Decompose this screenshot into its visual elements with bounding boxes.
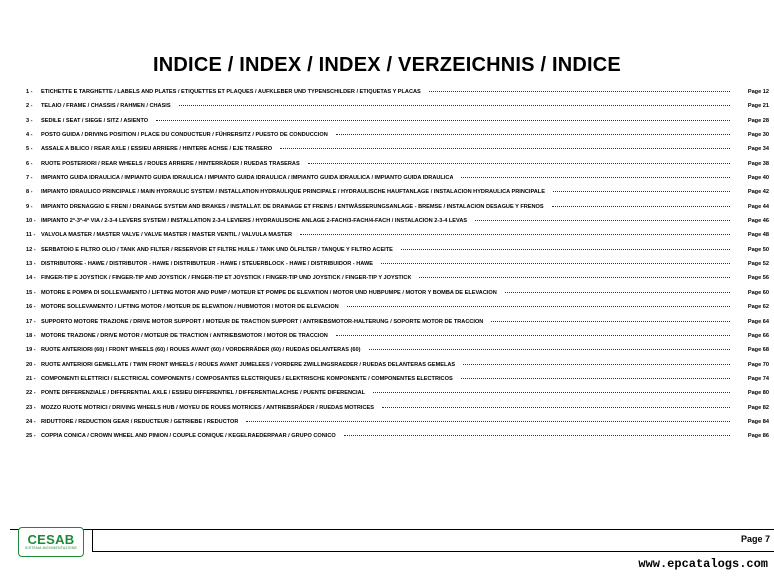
toc-entry-number: 5 -	[26, 146, 33, 153]
toc-entry-title: MOZZO RUOTE MOTRICI / DRIVING WHEELS HUB / MOYEU DE ROUES MOTRICES / ANTRIEBSRÄDER / RUEDAS MOTRICES	[41, 404, 374, 411]
toc-entry-number: 8 -	[26, 189, 33, 196]
toc-dot-leader	[382, 407, 730, 408]
toc-dot-leader	[553, 191, 730, 192]
toc-entry[interactable]	[26, 157, 769, 171]
toc-entry[interactable]	[26, 171, 769, 185]
toc-entry-number: 7 -	[26, 175, 33, 182]
toc-entry-title: TELAIO / FRAME / CHASSIS / RAHMEN / CHASIS	[41, 103, 171, 110]
toc-entry-number: 15 -	[26, 289, 36, 296]
toc-entry[interactable]	[26, 243, 769, 257]
toc-entry[interactable]	[26, 214, 769, 228]
toc-entry-page: Page 62	[747, 304, 769, 311]
toc-entry[interactable]	[26, 114, 769, 128]
toc-entry-title: FINGER-TIP E JOYSTICK / FINGER-TIP AND JOYSTICK / FINGER-TIP ET JOYSTICK / FINGER-TIP UND JOYSTICK / FINGER-TIP Y JOYSTICK	[41, 275, 412, 282]
toc-entry[interactable]	[26, 286, 769, 300]
toc-entry-title: MOTORE SOLLEVAMENTO / LIFTING MOTOR / MOTEUR DE ELEVATION / HUBMOTOR / MOTOR DE ELEVACION	[41, 304, 339, 311]
toc-entry[interactable]	[26, 99, 769, 113]
toc-dot-leader	[156, 120, 730, 121]
toc-entry-number: 17 -	[26, 318, 36, 325]
toc-dot-leader	[491, 321, 730, 322]
toc-dot-leader	[280, 148, 730, 149]
toc-entry[interactable]	[26, 200, 769, 214]
toc-dot-leader	[505, 292, 730, 293]
toc-dot-leader	[344, 435, 730, 436]
toc-dot-leader	[347, 306, 730, 307]
toc-entry[interactable]	[26, 85, 769, 99]
toc-entry[interactable]	[26, 128, 769, 142]
toc-entry-page: Page 34	[747, 146, 769, 153]
toc-entry-page: Page 12	[747, 89, 769, 95]
toc-entry-title: IMPIANTO DRENAGGIO E FRENI / DRAINAGE SYSTEM AND BRAKES / INSTALLAT. DE DRAINAGE ET FREINS / ENTWÄSSERUNGSANLAGE - BREMSE / INSTALACION DESAGUE Y FRENOS	[41, 203, 544, 210]
toc-entry-number: 6 -	[26, 160, 33, 167]
toc-entry[interactable]	[26, 415, 769, 429]
toc-entry-page: Page 42	[747, 189, 769, 196]
toc-entry-page: Page 50	[747, 246, 769, 253]
toc-entry-page: Page 84	[747, 418, 769, 425]
toc-dot-leader	[461, 177, 730, 178]
toc-dot-leader	[369, 349, 731, 350]
toc-entry-page: Page 70	[747, 361, 769, 368]
toc-entry-number: 3 -	[26, 117, 33, 124]
toc-entry-title: MOTORE TRAZIONE / DRIVE MOTOR / MOTEUR DE TRACTION / ANTRIEBSMOTOR / MOTOR DE TRACCION	[41, 332, 328, 339]
toc-entry-title: IMPIANTO IDRAULICO PRINCIPALE / MAIN HYDRAULIC SYSTEM / INSTALLATION HYDRAULIQUE PRINCIPALE / HYDRAULISCHE HAUFTANLAGE / INSTALACION HYDRAULICA PRINCIPALE	[41, 189, 545, 196]
toc-entry-number: 25 -	[26, 433, 36, 440]
toc-dot-leader	[429, 91, 730, 92]
table-of-contents	[26, 85, 769, 444]
toc-entry-title: RIDUTTORE / REDUCTION GEAR / REDUCTEUR / GETRIEBE / REDUCTOR	[41, 418, 239, 425]
toc-entry-number: 18 -	[26, 332, 36, 339]
toc-entry-page: Page 56	[747, 275, 769, 282]
toc-entry-number: 12 -	[26, 246, 36, 253]
toc-entry-page: Page 28	[747, 117, 769, 124]
logo-subtext: SISTEMA MOVIMENTAZIONE	[24, 546, 78, 550]
toc-entry[interactable]	[26, 228, 769, 242]
logo-wordmark: CESAB	[27, 532, 75, 547]
toc-entry-number: 21 -	[26, 375, 36, 382]
toc-entry-title: MOTORE E POMPA DI SOLLEVAMENTO / LIFTING MOTOR AND PUMP / MOTEUR ET POMPE DE ELEVATION / MOTOR UND HUBPUMPE / MOTOR Y BOMBA DE ELEVACION	[41, 289, 497, 296]
toc-entry-title: SERBATOIO E FILTRO OLIO / TANK AND FILTER / RESERVOIR ET FILTRE HUILE / TANK UND ÖLFILTER / TANQUE Y FILTRO ACEITE	[41, 246, 393, 253]
toc-entry-number: 2 -	[26, 103, 33, 110]
toc-entry-title: ASSALE A BILICO / REAR AXLE / ESSIEU ARRIERE / HINTERE ACHSE / EJE TRASERO	[41, 146, 273, 153]
footer-frame	[92, 529, 774, 552]
toc-dot-leader	[336, 134, 730, 135]
toc-entry-number: 9 -	[26, 203, 33, 210]
toc-entry-page: Page 68	[747, 347, 769, 354]
toc-entry-title: IMPIANTO 2ª-3ª-4ª VIA / 2-3-4 LEVERS SYSTEM / INSTALLATION 2-3-4 LEVIERS / HYDRAULISCHE ANLAGE 2-FACH/3-FACH/4-FACH / INSTALACION 2-3-4 LEVAS	[41, 218, 468, 225]
toc-entry-title: SUPPORTO MOTORE TRAZIONE / DRIVE MOTOR SUPPORT / MOTEUR DE TRACTION SUPPORT / ANTRIEBSMOTOR-HALTERUNG / SOPORTE MOTOR DE TRACCION	[41, 318, 484, 325]
watermark: www.epcatalogs.com	[638, 557, 768, 571]
toc-entry-title: POSTO GUIDA / DRIVING POSITION / PLACE DU CONDUCTEUR / FÜHRERSITZ / PUESTO DE CONDUCCION	[41, 132, 328, 139]
toc-entry-number: 14 -	[26, 275, 36, 282]
toc-entry[interactable]	[26, 142, 769, 156]
toc-entry-page: Page 74	[747, 375, 769, 382]
toc-entry-title: PONTE DIFFERENZIALE / DIFFERENTIAL AXLE / ESSIEU DIFFERENTIEL / DIFFERENTIALACHSE / PUENTE DIFERENCIAL	[41, 390, 366, 397]
toc-entry-title: RUOTE ANTERIORI (60) / FRONT WHEELS (60) / ROUES AVANT (60) / VORDERRÄDER (60) / RUEDAS DELANTERAS (60)	[41, 347, 361, 354]
toc-dot-leader	[463, 364, 730, 365]
toc-entry-number: 4 -	[26, 132, 33, 139]
toc-entry-page: Page 86	[747, 433, 769, 440]
toc-dot-leader	[300, 234, 730, 235]
toc-entry[interactable]	[26, 401, 769, 415]
toc-entry-page: Page 64	[747, 318, 769, 325]
toc-entry-title: COPPIA CONICA / CROWN WHEEL AND PINION / COUPLE CONIQUE / KEGELRAEDERPAAR / GRUPO CONICO	[41, 433, 336, 440]
toc-dot-leader	[308, 163, 730, 164]
toc-entry[interactable]	[26, 185, 769, 199]
toc-entry[interactable]	[26, 257, 769, 271]
toc-dot-leader	[246, 421, 730, 422]
toc-dot-leader	[401, 249, 730, 250]
toc-dot-leader	[419, 277, 730, 278]
toc-entry-number: 11 -	[26, 232, 36, 239]
footer-page-number: Page 7	[740, 534, 770, 544]
toc-entry-title: VALVOLA MASTER / MASTER VALVE / VALVE MASTER / MASTER VENTIL / VALVULA MASTER	[41, 232, 292, 239]
index-title: INDICE / INDEX / INDEX / VERZEICHNIS / INDICE	[153, 54, 621, 76]
toc-entry-number: 16 -	[26, 304, 36, 311]
toc-entry-page: Page 80	[747, 390, 769, 397]
toc-entry-number: 20 -	[26, 361, 36, 368]
toc-entry-title: RUOTE ANTERIORI GEMELLATE / TWIN FRONT WHEELS / ROUES AVANT JUMELEES / VORDERE ZWILLINGSRAEDER / RUEDAS DELANTERAS GEMELAS	[41, 361, 456, 368]
toc-entry[interactable]	[26, 429, 769, 443]
toc-entry-page: Page 46	[747, 218, 769, 225]
toc-entry-title: RUOTE POSTERIORI / REAR WHEELS / ROUES ARRIERE / HINTERRÄDER / RUEDAS TRASERAS	[41, 160, 300, 167]
toc-entry-page: Page 66	[747, 332, 769, 339]
toc-entry[interactable]	[26, 271, 769, 285]
toc-entry-number: 23 -	[26, 404, 36, 411]
toc-entry-page: Page 60	[747, 289, 769, 296]
toc-dot-leader	[381, 263, 730, 264]
toc-entry-page: Page 82	[747, 404, 769, 411]
toc-dot-leader	[461, 378, 730, 379]
toc-entry[interactable]	[26, 343, 769, 357]
toc-entry-title: IMPIANTO GUIDA IDRAULICA / IMPIANTO GUIDA IDRAULICA / IMPIANTO GUIDA IDRAULICA / IMPIANTO GUIDA IDRAULICA / IMPIANTO GUIDA IDRAULICA	[41, 175, 454, 182]
toc-entry[interactable]	[26, 329, 769, 343]
toc-entry[interactable]	[26, 386, 769, 400]
toc-entry[interactable]	[26, 300, 769, 314]
toc-entry-number: 22 -	[26, 390, 36, 397]
toc-dot-leader	[179, 105, 730, 106]
cesab-logo	[18, 527, 84, 557]
toc-entry-number: 24 -	[26, 418, 36, 425]
toc-entry[interactable]	[26, 358, 769, 372]
toc-entry-number: 10 -	[26, 218, 36, 225]
toc-entry-page: Page 21	[747, 103, 769, 110]
toc-entry-page: Page 40	[747, 175, 769, 182]
toc-entry[interactable]	[26, 315, 769, 329]
toc-entry-page: Page 38	[747, 160, 769, 167]
toc-entry-number: 13 -	[26, 261, 36, 268]
toc-entry-number: 19 -	[26, 347, 36, 354]
toc-dot-leader	[475, 220, 730, 221]
toc-entry-page: Page 48	[747, 232, 769, 239]
toc-entry-number: 1 -	[26, 89, 33, 95]
toc-entry[interactable]	[26, 372, 769, 386]
toc-entry-page: Page 52	[747, 261, 769, 268]
toc-entry-title: ETICHETTE E TARGHETTE / LABELS AND PLATES / ETIQUETTES ET PLAQUES / AUFKLEBER UND TYPENSCHILDER / ETIQUETAS Y PLACAS	[41, 89, 421, 95]
toc-entry-title: COMPONENTI ELETTRICI / ELECTRICAL COMPONENTS / COMPOSANTES ELECTRIQUES / ELEKTRISCHE KOMPONENTE / COMPONENTES ELECTRICOS	[41, 375, 453, 382]
toc-entry-title: SEDILE / SEAT / SIEGE / SITZ / ASIENTO	[41, 117, 149, 124]
toc-entry-page: Page 30	[747, 132, 769, 139]
toc-dot-leader	[552, 206, 730, 207]
toc-dot-leader	[336, 335, 730, 336]
toc-entry-page: Page 44	[747, 203, 769, 210]
toc-dot-leader	[373, 392, 730, 393]
toc-entry-title: DISTRIBUTORE - HAWE / DISTRIBUTOR - HAWE / DISTRIBUTEUR - HAWE / STEUERBLOCK - HAWE / DISTRIBUIDOR - HAWE	[41, 261, 373, 268]
